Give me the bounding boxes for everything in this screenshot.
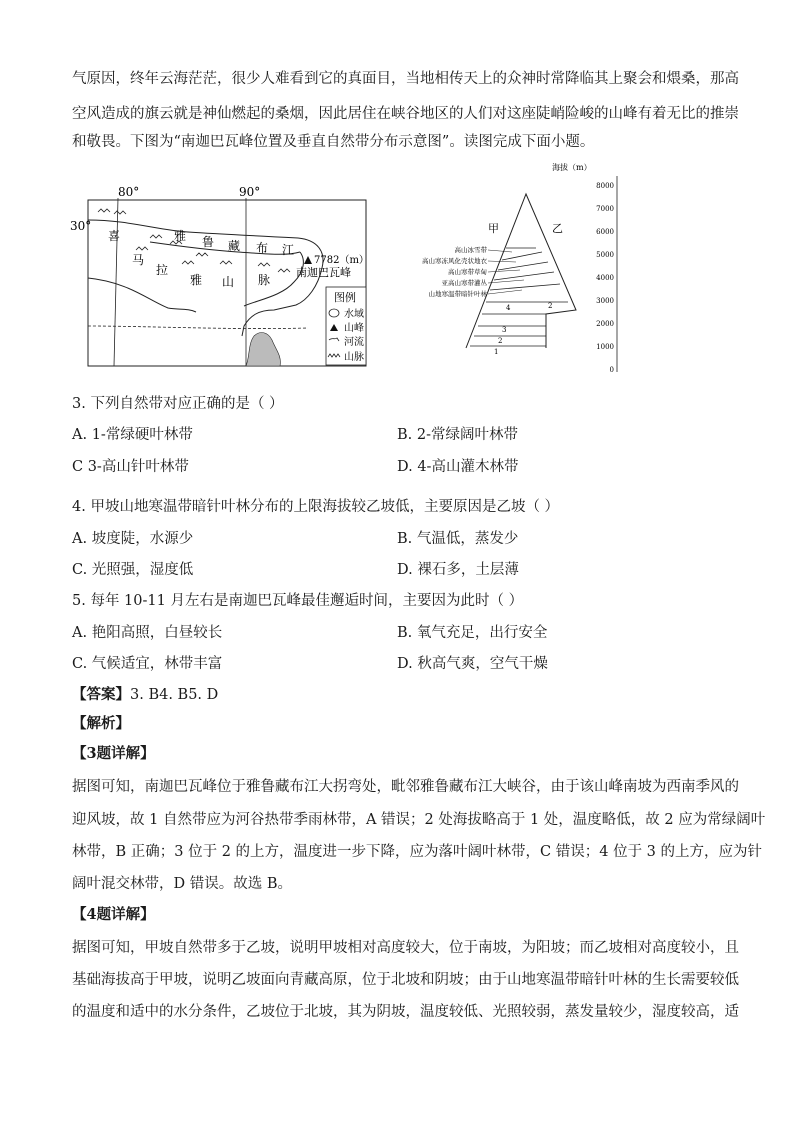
- detail-3-line-1: 据图可知，南迦巴瓦峰位于雅鲁藏布江大拐弯处，毗邻雅鲁藏布江大峡谷，由于该山峰南坡为西南季风的: [72, 779, 739, 795]
- q5-option-c: C. 气候适宜，林带丰富: [72, 656, 223, 672]
- detail-3-line-4: 阔叶混交林带，D 错误。故选 B。: [72, 876, 292, 892]
- lon-90-label: 90°: [239, 185, 261, 199]
- river-char-4: 布: [256, 241, 269, 255]
- q3-option-c: C 3-高山针叶林带: [72, 459, 189, 475]
- tick-1000: 1000: [596, 343, 614, 351]
- legend-title: 图例: [334, 291, 356, 304]
- detail-4-title: 【4题详解】: [72, 906, 155, 923]
- bay-of-bengal: [246, 333, 280, 366]
- figure-area: [68, 160, 628, 380]
- detail-4-line-1: 据图可知，甲坡自然带多于乙坡，说明甲坡相对高度较大，位于南坡，为阳坡；而乙坡相对高度较小，且: [72, 940, 739, 956]
- zone-meadow: 高山寒带草甸: [448, 268, 487, 276]
- lat-30-label: 30°: [70, 219, 92, 233]
- analysis-label: 【解析】: [72, 715, 130, 732]
- zone-number-3: 3: [502, 326, 507, 334]
- q3-option-b: B. 2-常绿阔叶林带: [397, 427, 518, 443]
- zone-conifer: 山地寒温带暗针叶林: [428, 290, 487, 298]
- q4-stem: 4. 甲坡山地寒温带暗针叶林分布的上限海拔较乙坡低，主要原因是乙坡（ ）: [72, 499, 560, 515]
- detail-3-line-2: 迎风坡，故 1 自然带应为河谷热带季雨林带，A 错误；2 处海拔略高于 1 处，温度略低，故 2 应为常绿阔叶: [72, 812, 766, 828]
- river-char-1: 雅: [174, 229, 187, 243]
- legend-river: 河流: [344, 337, 364, 348]
- map-legend: [326, 287, 366, 365]
- answer-label: 【答案】: [72, 686, 130, 703]
- zone-number-1: 1: [494, 348, 499, 356]
- tick-4000: 4000: [596, 274, 614, 282]
- answer-row: [72, 683, 218, 704]
- q3-stem: 3. 下列自然带对应正确的是（ ）: [72, 396, 284, 412]
- legend-water: 水域: [344, 309, 364, 320]
- meridian-80: [114, 198, 118, 366]
- border-line: [88, 278, 196, 312]
- river-char-3: 藏: [228, 239, 241, 253]
- tick-6000: 6000: [596, 228, 614, 236]
- q5-option-a: A. 艳阳高照，白昼较长: [72, 625, 223, 641]
- zone-number-2: 2: [498, 337, 503, 345]
- river-char-5: 江: [282, 243, 295, 257]
- detail-3-line-3: 林带，B 正确；3 位于 2 的上方，温度进一步下降，应为落叶阔叶林带，C 错误；4 位于 3 的上方，应为针: [72, 844, 763, 860]
- intro-line-2: 空风造成的旗云就是神仙燃起的桑烟，因此居住在峡谷地区的人们对这座陡峭险峻的山峰有着无比的推崇: [72, 106, 739, 122]
- detail-4-line-3: 的温度和适中的水分条件，乙坡位于北坡，其为阴坡，温度较低、光照较弱，蒸发量较少，湿度较高，适: [72, 1004, 739, 1020]
- q4-option-a: A. 坡度陡，水源少: [72, 531, 194, 547]
- lon-80-label: 80°: [118, 185, 140, 199]
- zone-number-2-yi: 2: [548, 302, 553, 310]
- tick-8000: 8000: [596, 182, 614, 190]
- slope-yi: 乙: [552, 222, 563, 235]
- peak-name: 南迦巴瓦峰: [296, 266, 351, 279]
- intro-line-1: 气原因，终年云海茫茫，很少人难看到它的真面目，当地相传天上的众神时常降临其上聚会和煨桑，那高: [72, 71, 739, 87]
- q4-option-b: B. 气温低，蒸发少: [397, 531, 519, 547]
- zone-ice-snow: 高山冰雪带: [454, 246, 487, 254]
- yarlung-river: [150, 242, 300, 254]
- label-mai: 脉: [258, 273, 271, 287]
- q5-stem: 5. 每年 10-11 月左右是南迦巴瓦峰最佳邂逅时间，主要因为此时（ ）: [72, 593, 524, 609]
- detail-3-title: 【3题详解】: [72, 745, 155, 762]
- zone-shrub: 亚高山寒带灌丛: [441, 279, 487, 287]
- q3-option-a: A. 1-常绿硬叶林带: [72, 427, 193, 443]
- legend-peak: 山峰: [344, 323, 364, 334]
- tick-3000: 3000: [596, 297, 614, 305]
- label-xi: 喜: [108, 229, 121, 243]
- river-bend: [244, 252, 303, 306]
- intro-line-3: 和敬畏。下图为“南迦巴瓦峰位置及垂直自然带分布示意图”。读图完成下面小题。: [72, 134, 595, 150]
- q4-option-d: D. 裸石多，土层薄: [397, 562, 519, 578]
- tick-5000: 5000: [596, 251, 614, 259]
- label-ma: 马: [132, 253, 145, 267]
- vertical-zone-profile: [422, 162, 617, 374]
- answer-text: 3. B4. B5. D: [130, 687, 219, 703]
- zone-number-4: 4: [506, 304, 511, 312]
- q5-option-b: B. 氧气充足，出行安全: [397, 625, 548, 641]
- peak-height: 7782（m）: [314, 255, 369, 266]
- river-char-2: 鲁: [202, 235, 215, 249]
- q5-option-d: D. 秋高气爽，空气干燥: [397, 656, 548, 672]
- label-ya: 雅: [190, 273, 203, 287]
- label-la: 拉: [156, 263, 169, 277]
- q4-option-c: C. 光照强，湿度低: [72, 562, 194, 578]
- detail-4-line-2: 基础海拔高于甲坡，说明乙坡面向青藏高原，位于北坡和阴坡；由于山地寒温带暗针叶林的生长需要较低: [72, 972, 739, 988]
- q3-option-d: D. 4-高山灌木林带: [397, 459, 519, 475]
- label-shan: 山: [222, 275, 235, 289]
- tick-7000: 7000: [596, 205, 614, 213]
- peak-triangle-icon: [304, 256, 312, 264]
- tick-2000: 2000: [596, 320, 614, 328]
- altitude-axis-title: 海拔（m）: [552, 163, 592, 172]
- zone-lichen: 高山寒冻风化壳状地衣: [422, 257, 487, 265]
- tick-0: 0: [609, 366, 614, 374]
- legend-mountain: 山脉: [344, 352, 364, 363]
- location-map: [70, 185, 369, 366]
- dashed-line: [88, 326, 308, 329]
- slope-jia: 甲: [488, 222, 499, 235]
